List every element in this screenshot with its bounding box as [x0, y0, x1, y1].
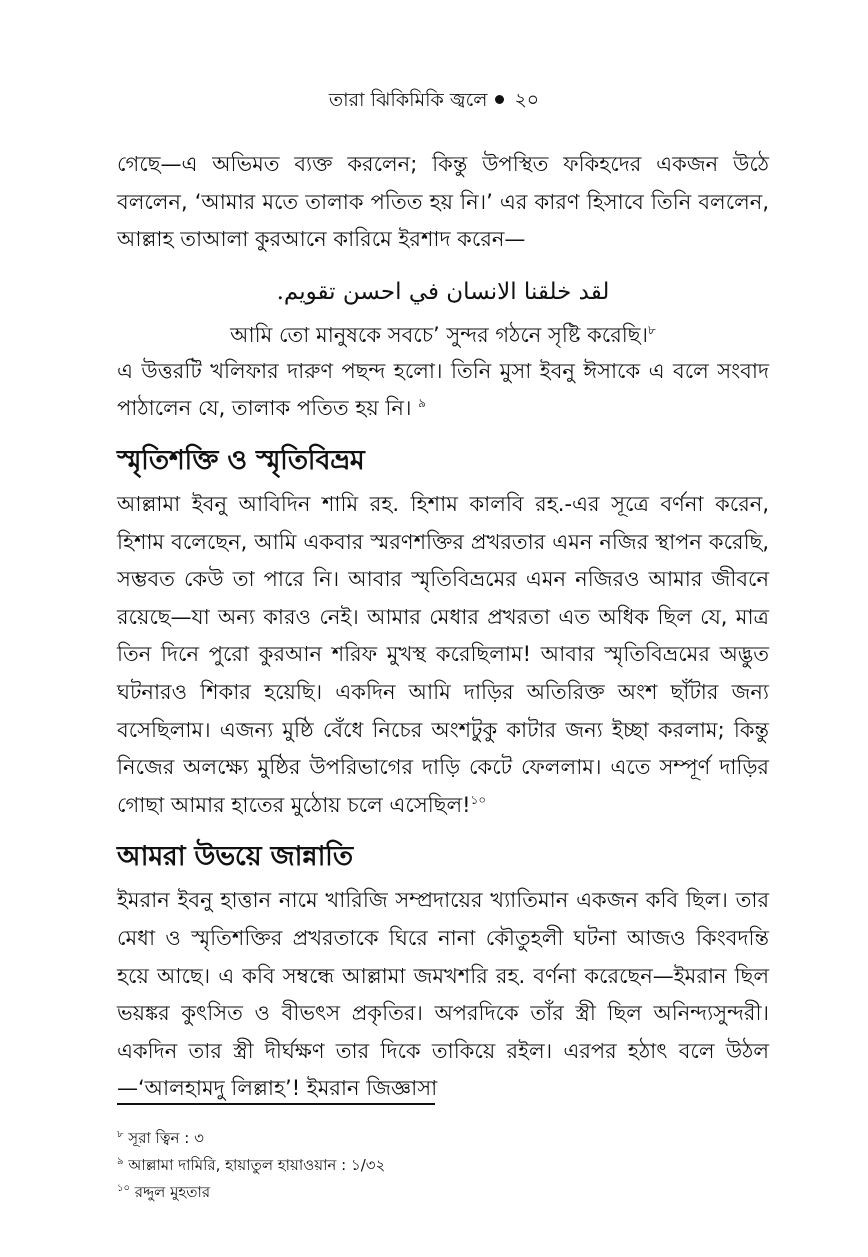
footnote-text: আল্লামা দামিরি, হায়াতুল হায়াওয়ান : ১/৩২	[128, 1156, 386, 1174]
paragraph-2	[117, 353, 769, 428]
footnote-ref-8[interactable]: ৮	[648, 322, 656, 337]
bullet-separator-icon	[495, 95, 504, 104]
book-title: তারা ঝিকিমিকি জ্বলে	[328, 89, 488, 111]
footnote-text: রদ্দুল মুহতার	[134, 1183, 211, 1201]
paragraph-3	[117, 486, 769, 824]
verse-translation-text: আমি তো মানুষকে সবচে’ সুন্দর গঠনে সৃষ্টি করেছি।	[230, 322, 649, 347]
page-body	[117, 146, 769, 1108]
footnote-ref-9[interactable]: ৯	[418, 396, 426, 411]
footnote-item	[117, 1125, 385, 1152]
paragraph-2-text: এ উত্তরটি খলিফার দারুণ পছন্দ হলো। তিনি মুসা ইবনু ঈসাকে এ বলে সংবাদ পাঠালেন যে, তালাক পতিত হয় নি।	[117, 358, 769, 421]
footnote-number: ১০	[117, 1183, 130, 1194]
footnote-item	[117, 1179, 385, 1206]
arabic-verse: لقد خلقنا الانسان في احسن تقويم.	[276, 278, 610, 305]
footnotes	[117, 1125, 385, 1206]
section-heading-memory: স্মৃতিশক্তি ও স্মৃতিবিভ্রম	[117, 444, 365, 476]
footnote-divider	[117, 1103, 435, 1105]
page-number: ২০	[514, 89, 540, 111]
paragraph-1: গেছে—এ অভিমত ব্যক্ত করলেন; কিন্তু উপস্থিত ফকিহদের একজন উঠে বললেন, ‘আমার মতে তালাক পতিত হয় নি।’ এর কারণ হিসাবে তিনি বললেন, আল্লাহ তাআলা কুরআনে কারিমে ইরশাদ করেন—	[117, 152, 769, 252]
section-heading-paradise: আমরা উভয়ে জান্নাতি	[117, 841, 353, 873]
footnote-ref-10[interactable]: ১০	[470, 792, 487, 807]
verse-translation	[117, 317, 769, 353]
footnote-number: ৯	[117, 1156, 124, 1167]
footnote-item	[117, 1152, 385, 1179]
running-header	[0, 86, 868, 114]
footnote-text: সূরা ত্বিন : ৩	[128, 1129, 204, 1147]
paragraph-3-text: আল্লামা ইবনু আবিদিন শামি রহ. হিশাম কালবি রহ.-এর সূত্রে বর্ণনা করেন, হিশাম বলেছেন, আমি একবার স্মরণশক্তির প্রখরতার এমন নজির স্থাপন করেছি, সম্ভবত কেউ তা পারে নি। আবার স্মৃতিবিভ্রমের এমন নজিরও আমার জীবনে রয়েছে—যা অন্য কারও নেই। আমার মেধার প্রখরতা এত অধিক ছিল যে, মাত্র তিন দিনে পুরো কুরআন শরিফ মুখস্থ করেছিলাম! আবার স্মৃতিবিভ্রমের অদ্ভুত ঘটনারও শিকার হয়েছি। একদিন আমি দাড়ির অতিরিক্ত অংশ ছাঁটার জন্য বসেছিলাম। এজন্য মুষ্ঠি বেঁধে নিচের অংশটুকু কাটার জন্য ইচ্ছা করলাম; কিন্তু নিজের অলক্ষ্যে মুষ্ঠির উপরিভাগের দাড়ি কেটে ফেললাম। এতে সম্পূর্ণ দাড়ির গোছা আমার হাতের মুঠোয় চলে এসেছিল!	[117, 491, 769, 817]
paragraph-4: ইমরান ইবনু হাত্তান নামে খারিজি সম্প্রদায়ের খ্যাতিমান একজন কবি ছিল। তার মেধা ও স্মৃতিশক্তির প্রখরতাকে ঘিরে নানা কৌতুহলী ঘটনা আজও কিংবদন্তি হয়ে আছে। এ কবি সম্বন্ধে আল্লামা জমখশরি রহ. বর্ণনা করেছেন—ইমরান ছিল ভয়ঙ্কর কুৎসিত ও বীভৎস প্রকৃতির। অপরদিকে তাঁর স্ত্রী ছিল অনিন্দ্যসুন্দরী। একদিন তার স্ত্রী দীর্ঘক্ষণ তার দিকে তাকিয়ে রইল। এরপর হঠাৎ বলে উঠল—‘আলহামদু লিল্লাহ’! ইমরান জিজ্ঞাসা	[117, 888, 769, 1101]
footnote-number: ৮	[117, 1129, 124, 1140]
